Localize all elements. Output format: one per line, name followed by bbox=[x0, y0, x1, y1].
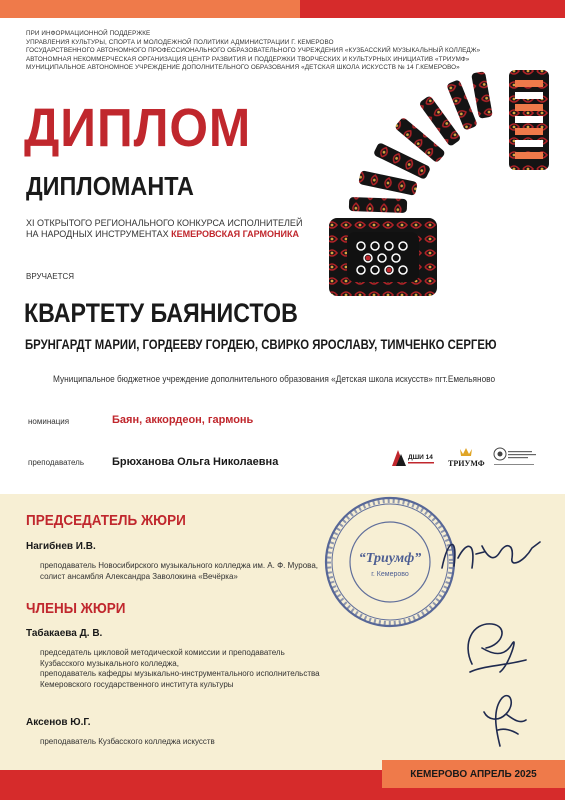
contest-line-1: XI ОТКРЫТОГО РЕГИОНАЛЬНОГО КОНКУРСА ИСПОЛНИТЕЛЕЙ bbox=[26, 218, 303, 228]
contest-line-2-prefix: НА НАРОДНЫХ ИНСТРУМЕНТАХ bbox=[26, 229, 172, 239]
support-line: ГОСУДАРСТВЕННОГО АВТОНОМНОГО ПРОФЕССИОНАЛЬНОГО ОБРАЗОВАТЕЛЬНОГО УЧРЕЖДЕНИЯ «КУЗБАССКИЙ МУЗЫКАЛЬНЫЙ КОЛЛЕДЖ» bbox=[26, 47, 481, 55]
city-date: КЕМЕРОВО АПРЕЛЬ 2025 bbox=[410, 768, 537, 780]
jury-chair-title: ПРЕДСЕДАТЕЛЬ ЖЮРИ bbox=[26, 512, 186, 529]
jury-member-1-desc-line: Кузбасского музыкального колледжа, bbox=[40, 658, 179, 668]
support-line: УПРАВЛЕНИЯ КУЛЬТУРЫ, СПОРТА И МОЛОДЕЖНОЙ ПОЛИТИКИ АДМИНИСТРАЦИИ Г. КЕМЕРОВО bbox=[26, 38, 334, 46]
seal-center-text: “Триумф” bbox=[358, 551, 422, 566]
contest-line-2 bbox=[26, 229, 302, 240]
partner-logos bbox=[390, 444, 540, 470]
accordion-illustration bbox=[325, 50, 555, 300]
member-2-signature bbox=[470, 690, 530, 750]
seal-city-text: г. Кемерово bbox=[371, 571, 409, 578]
jury-members-title: ЧЛЕНЫ ЖЮРИ bbox=[26, 600, 126, 617]
awarded-label: ВРУЧАЕТСЯ bbox=[26, 272, 75, 281]
support-line: МУНИЦИПАЛЬНОЕ АВТОНОМНОЕ УЧРЕЖДЕНИЕ ДОПОЛНИТЕЛЬНОГО ОБРАЗОВАНИЯ «ДЕТСКАЯ ШКОЛА ИСКУССТВ № 14 Г.КЕМЕРОВО» bbox=[26, 64, 460, 72]
jury-member-2-desc-line: преподаватель Кузбасского колледжа искусств bbox=[40, 737, 215, 746]
diploma-title: ДИПЛОМ bbox=[24, 98, 252, 158]
triumph-logo bbox=[448, 448, 485, 468]
member-1-signature bbox=[452, 614, 532, 680]
jury-member-1-desc-line: председатель цикловой методической комиссии и преподаватель bbox=[40, 648, 285, 657]
jury-member-2-name: Аксенов Ю.Г. bbox=[26, 717, 91, 728]
top-orange-bar bbox=[0, 0, 300, 18]
jury-member-1-description bbox=[40, 648, 320, 690]
contest-name bbox=[26, 218, 302, 240]
support-line: АВТОНОМНАЯ НЕКОММЕРЧЕСКАЯ ОРГАНИЗАЦИЯ ЦЕНТР РАЗВИТИЯ И ПОДДЕРЖКИ ТВОРЧЕСКИХ И КУЛЬТУРНЫХ ИНИЦИАТИВ «ТРИУМФ» bbox=[26, 55, 470, 63]
dshi-logo-text: ДШИ 14 bbox=[408, 454, 433, 461]
institution-name: Муниципальное бюджетное учреждение дополнительного образования «Детская школа искусств» пгт.Емельяново bbox=[53, 374, 496, 384]
jury-member-1-desc-line: преподаватель кафедры музыкально-инструментального исполнительства bbox=[40, 669, 320, 678]
contest-highlight: КЕМЕРОВСКАЯ ГАРМОНИКА bbox=[171, 229, 299, 239]
jury-chair-description bbox=[40, 561, 318, 582]
jury-member-2-description bbox=[40, 737, 215, 748]
teacher-label: преподаватель bbox=[28, 458, 84, 467]
nomination-value: Баян, аккордеон, гармонь bbox=[112, 414, 254, 426]
jury-chair-desc-line: преподаватель Новосибирского музыкального колледжа им. А. Ф. Мурова, bbox=[40, 561, 318, 570]
dshi-logo bbox=[392, 450, 434, 466]
college-logo bbox=[494, 448, 536, 465]
support-line: ПРИ ИНФОРМАЦИОННОЙ ПОДДЕРЖКЕ bbox=[26, 30, 151, 37]
jury-chair-desc-line: солист ансамбля Александра Заволокина «Вечёрка» bbox=[40, 571, 238, 581]
recipient-name: КВАРТЕТУ БАЯНИСТОВ bbox=[24, 298, 298, 328]
triumph-logo-text: ТРИУМФ bbox=[448, 459, 485, 468]
nomination-label: номинация bbox=[28, 417, 70, 426]
jury-member-1-name: Табакаева Д. В. bbox=[26, 628, 103, 639]
chair-signature bbox=[436, 528, 546, 578]
diploma-subtitle: ДИПЛОМАНТА bbox=[26, 171, 194, 201]
jury-member-1-desc-line: Кемеровского государственного института культуры bbox=[40, 679, 234, 689]
top-red-bar bbox=[300, 0, 565, 18]
jury-chair-name: Нагибнев И.В. bbox=[26, 541, 96, 552]
teacher-value: Брюханова Ольга Николаевна bbox=[112, 456, 279, 468]
recipient-members: БРУНГАРДТ МАРИИ, ГОРДЕЕВУ ГОРДЕЮ, СВИРКО ЯРОСЛАВУ, ТИМЧЕНКО СЕРГЕЮ bbox=[25, 337, 497, 352]
footer-date-banner bbox=[382, 760, 565, 788]
